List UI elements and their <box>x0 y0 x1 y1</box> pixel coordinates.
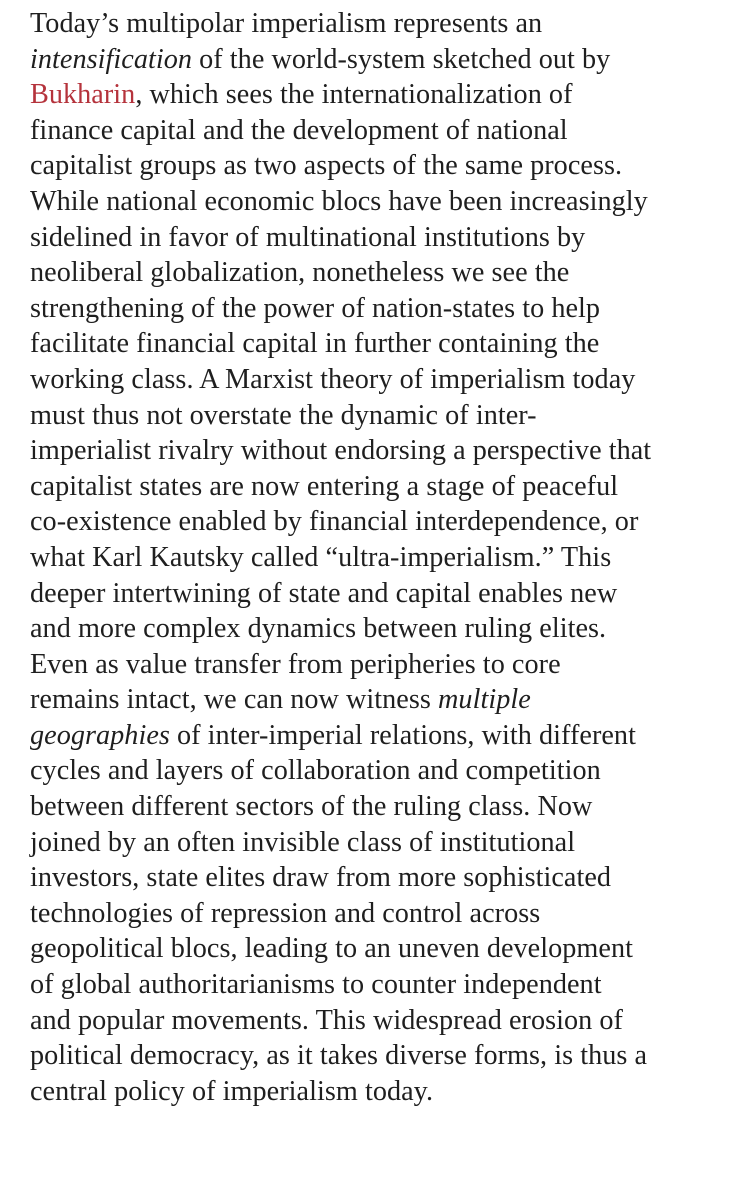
text-segment: of inter-imperial relations, with different <box>169 719 636 751</box>
text-segment: remains intact, we can now witness <box>30 684 439 716</box>
text-line <box>30 576 746 612</box>
text-segment: imperialist rivalry without endorsing a perspective that <box>30 435 652 467</box>
text-line <box>30 611 746 647</box>
text-line <box>30 789 746 825</box>
text-segment: of global authoritarianisms to counter independent <box>30 969 602 1001</box>
text-line <box>30 398 746 434</box>
text-segment: geopolitical blocs, leading to an uneven development <box>30 933 633 965</box>
text-segment: and more complex dynamics between ruling elites. <box>30 613 607 645</box>
text-segment: Even as value transfer from peripheries to core <box>30 648 561 680</box>
text-line <box>30 540 746 576</box>
text-segment: must thus not overstate the dynamic of inter- <box>30 399 537 431</box>
text-segment: capitalist groups as two aspects of the same process. <box>30 150 623 182</box>
text-line <box>30 1074 746 1110</box>
text-line <box>30 220 746 256</box>
text-line <box>30 113 746 149</box>
text-segment: technologies of repression and control across <box>30 897 541 929</box>
text-line <box>30 469 746 505</box>
text-segment: joined by an often invisible class of institutional <box>30 826 576 858</box>
text-segment: of the world-system sketched out by <box>192 43 611 75</box>
emphasized-text: intensification <box>30 43 193 75</box>
text-segment: investors, state elites draw from more sophisticated <box>30 862 612 894</box>
text-segment: , which sees the internationalization of <box>135 79 573 111</box>
text-line <box>30 825 746 861</box>
text-line <box>30 682 746 718</box>
text-line <box>30 184 746 220</box>
bukharin-link[interactable]: Bukharin <box>30 79 136 111</box>
text-line <box>30 42 746 78</box>
text-segment: cycles and layers of collaboration and competition <box>30 755 601 787</box>
text-segment: central policy of imperialism today. <box>30 1075 434 1107</box>
text-line <box>30 362 746 398</box>
text-line <box>30 931 746 967</box>
text-segment: capitalist states are now entering a stage of peaceful <box>30 470 619 502</box>
text-line <box>30 433 746 469</box>
emphasized-text: multiple <box>438 684 531 716</box>
text-line <box>30 753 746 789</box>
text-line <box>30 860 746 896</box>
text-segment: neoliberal globalization, nonetheless we see the <box>30 257 570 289</box>
text-segment: facilitate financial capital in further containing the <box>30 328 600 360</box>
text-segment: co-existence enabled by financial interdependence, or <box>30 506 639 538</box>
text-line <box>30 647 746 683</box>
text-segment: working class. A Marxist theory of imperialism today <box>30 363 636 395</box>
text-line <box>30 6 746 42</box>
text-segment: between different sectors of the ruling class. Now <box>30 791 593 823</box>
article-paragraph <box>30 6 746 1109</box>
text-segment: and popular movements. This widespread erosion of <box>30 1004 623 1036</box>
text-line <box>30 504 746 540</box>
text-segment: deeper intertwining of state and capital enables new <box>30 577 618 609</box>
text-segment: sidelined in favor of multinational institutions by <box>30 221 586 253</box>
text-line <box>30 967 746 1003</box>
text-line <box>30 326 746 362</box>
text-line <box>30 718 746 754</box>
text-segment: While national economic blocs have been increasingly <box>30 185 648 217</box>
text-line <box>30 1003 746 1039</box>
text-segment: finance capital and the development of national <box>30 114 568 146</box>
text-line <box>30 77 746 113</box>
text-line <box>30 896 746 932</box>
text-line <box>30 255 746 291</box>
text-segment: Today’s multipolar imperialism represents an <box>30 8 543 39</box>
text-segment: what Karl Kautsky called “ultra-imperialism.” This <box>30 541 612 573</box>
text-segment: strengthening of the power of nation-states to help <box>30 292 601 324</box>
text-segment: political democracy, as it takes diverse forms, is thus a <box>30 1040 648 1072</box>
emphasized-text: geographies <box>30 719 170 751</box>
text-line <box>30 1038 746 1074</box>
text-line <box>30 291 746 327</box>
text-line <box>30 148 746 184</box>
